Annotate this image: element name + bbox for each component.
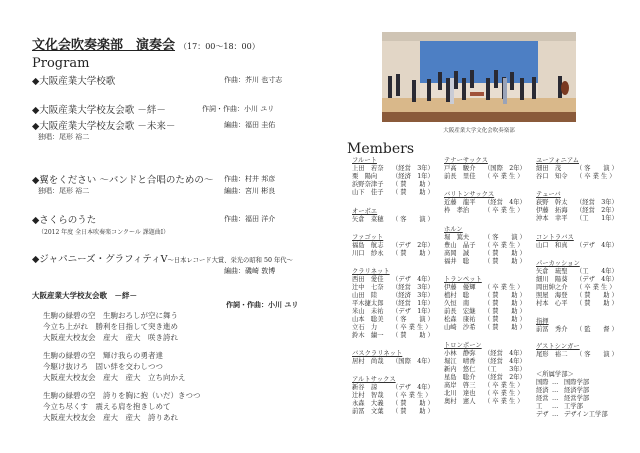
member-name: 谷口 知令 xyxy=(536,173,568,180)
program-item-3-soloist: 独唱：尾形 裕二 xyxy=(38,133,90,141)
legend-sep: … xyxy=(552,395,559,402)
lyrics-credit: 作詞・作曲：小川 ユリ xyxy=(226,300,299,309)
section-euphonium xyxy=(536,157,618,181)
member-dept: （ 賛 助 ） xyxy=(392,332,434,339)
program-item-3-title: ◆大阪産業大学校友会歌 －未来－ xyxy=(32,121,176,132)
member-dept: （工 4年） xyxy=(576,268,618,275)
program-item-6-subtitle: ～日本レコード大賞、栄光の昭和 50 年代～ xyxy=(167,257,293,264)
program-item-6-title xyxy=(32,251,293,265)
section-title: パーカッション xyxy=(536,260,580,267)
section-guest-singer xyxy=(536,343,618,359)
program-item-4-credit: 作曲：村井 邦彦 xyxy=(224,175,276,183)
legend-sep: … xyxy=(552,379,559,386)
member-name: 川口 紗永 xyxy=(352,250,384,257)
member-dept: （経営 4年） xyxy=(484,358,526,365)
member-dept: （ 賛 助 ） xyxy=(576,300,618,307)
legend-abbr: 国際 xyxy=(536,379,549,386)
member-dept: （ 賛 助 ） xyxy=(484,258,526,265)
member-dept: （ 卒 業 生 ） xyxy=(392,324,432,331)
member-dept: （経営 2年） xyxy=(576,207,618,214)
section-contrabass xyxy=(536,234,618,250)
member-name: 浜野奈津子 xyxy=(352,181,384,188)
legend-title: ＜所属学部＞ xyxy=(536,371,574,378)
member-dept: （ 卒 業 生 ） xyxy=(576,173,616,180)
section-title: テューバ xyxy=(536,191,561,198)
member-name: 立石 力 xyxy=(352,324,378,331)
legend-abbr: 工 xyxy=(536,403,543,410)
member-dept: （ 賛 助 ） xyxy=(392,408,434,415)
member-name: 新谷 諒 xyxy=(352,384,378,391)
member-dept: （経済 1年） xyxy=(392,173,434,180)
member-dept: （ 客 演 ） xyxy=(392,316,434,323)
member-dept: （経営 3年） xyxy=(576,199,618,206)
member-name: 前冨 秀介 xyxy=(536,326,568,333)
section-trombone xyxy=(444,342,526,406)
member-dept: （ 賛 助 ） xyxy=(484,316,526,323)
member-dept: （ 卒 業 生 ） xyxy=(576,284,616,291)
member-name: 居村 尚哉 xyxy=(352,358,384,365)
lyrics-line: 大阪産大校友会 産大 産大 立ち向かえ xyxy=(43,373,186,382)
section-title: バスクラリネット xyxy=(352,350,403,357)
member-name: 奥村 憲人 xyxy=(444,398,476,405)
member-name: 矢倉 菜穂 xyxy=(352,216,384,223)
member-name: 前長 里佳 xyxy=(444,173,476,180)
member-name: 福井 聡 xyxy=(444,258,470,265)
legend-sep: … xyxy=(552,411,559,418)
member-dept: （デザ 4年） xyxy=(576,276,618,283)
concert-title xyxy=(32,34,260,53)
member-name: 髙岡 誠 xyxy=(444,250,470,257)
legend-full: 工学部 xyxy=(564,403,583,410)
section-conductor xyxy=(536,318,618,334)
member-dept: （ 賛 助 ） xyxy=(484,292,526,299)
member-name: 栗 陽向 xyxy=(352,173,378,180)
program-heading: Program xyxy=(32,56,90,71)
section-title: フルート xyxy=(352,157,377,164)
member-name: 山口 和真 xyxy=(536,242,568,249)
section-baritone-sax xyxy=(444,191,526,215)
legend-full: 経営学部 xyxy=(564,395,590,402)
section-title: 指揮 xyxy=(536,318,549,325)
program-item-6-main: ◆ジャパニーズ・グラフィティⅤ xyxy=(32,254,168,265)
member-name: 前冨 文葉 xyxy=(352,408,384,415)
section-title: テナーサックス xyxy=(444,157,488,164)
legend-full: デザイン工学部 xyxy=(564,411,608,418)
member-name: 小林 静弥 xyxy=(444,350,476,357)
program-item-4-arranger: 編曲：宮川 彬良 xyxy=(224,187,276,195)
member-dept: （ 客 演 ） xyxy=(576,165,618,172)
member-name: 辻中 七奈 xyxy=(352,284,384,291)
section-title: バリトンサックス xyxy=(444,191,495,198)
member-dept: （経営 2年） xyxy=(484,374,526,381)
legend-abbr: デザ xyxy=(536,411,549,418)
member-dept: （ 卒 業 生 ） xyxy=(484,242,524,249)
member-dept: （経営 4年） xyxy=(484,199,526,206)
legend-full: 経済学部 xyxy=(564,387,590,394)
section-title: ファゴット xyxy=(352,234,384,241)
member-dept: （ 卒 業 生 ） xyxy=(484,398,524,405)
member-name: 細川 陽葵 xyxy=(536,276,568,283)
member-name: 枠 孝治 xyxy=(444,207,470,214)
program-item-2-credit: 作詞・作曲：小川 ユリ xyxy=(202,105,275,113)
member-name: 照屋 海登 xyxy=(536,292,568,299)
time-text: （17：00～18：00） xyxy=(179,42,260,51)
member-dept: （国際 2年） xyxy=(484,165,526,172)
section-title: ユーフォニアム xyxy=(536,157,580,164)
section-title: ホルン xyxy=(444,226,463,233)
lyrics-line: 今駆け抜けろ 固い絆を交わしつつ xyxy=(43,362,163,371)
program-item-2-title: ◆大阪産業大学校友会歌 －絆－ xyxy=(32,105,166,116)
member-name: 山田 陸 xyxy=(352,292,378,299)
program-item-1-credit: 作曲：芥川 也寸志 xyxy=(224,76,283,84)
band-photo xyxy=(382,32,576,122)
lyrics-line: 生駒の緑碧の空 誇りを胸に抱（いだ）きつつ xyxy=(43,391,201,400)
member-name: 山本 聡美 xyxy=(352,316,384,323)
member-name: 伊藤 優輝 xyxy=(444,284,476,291)
member-dept: （ 賛 助 ） xyxy=(484,300,526,307)
program-item-4-soloist: 独唱：尾形 裕二 xyxy=(38,187,90,195)
member-dept: （ 賛 助 ） xyxy=(576,292,618,299)
member-name: 上田 若奈 xyxy=(352,165,384,172)
legend-full: 国際学部 xyxy=(564,379,590,386)
lyrics-line: 生駒の緑碧の空 輝け我らの勇者達 xyxy=(43,351,163,360)
member-dept: （ 賛 助 ） xyxy=(484,308,526,315)
lyrics-line: 今立ち尽くす 震える肩を抱きしめて xyxy=(43,402,171,411)
member-name: 村本 心平 xyxy=(536,300,568,307)
program-item-3-credit: 編曲：福田 圭佑 xyxy=(224,121,276,129)
member-dept: （デザ 2年） xyxy=(392,242,434,249)
section-title: トランペット xyxy=(444,276,482,283)
member-dept: （ 卒 業 生 ） xyxy=(484,284,524,291)
member-dept: （ 卒 業 生 ） xyxy=(484,207,524,214)
member-name: 堀 篤夫 xyxy=(444,234,470,241)
member-dept: （デザ 1年） xyxy=(392,308,434,315)
member-name: 星島 聡介 xyxy=(444,374,476,381)
member-name: 岡田紳之介 xyxy=(536,284,568,291)
member-name: 平木捷太郎 xyxy=(352,300,384,307)
section-bassoon xyxy=(352,234,434,258)
program-item-1-title: ◆大阪産業大学校歌 xyxy=(32,76,116,87)
lyrics-stanza-2 xyxy=(43,350,186,383)
section-title: ゲストシンガー xyxy=(536,343,580,350)
member-name: 北川 達也 xyxy=(444,390,476,397)
section-tenor-sax xyxy=(444,157,526,181)
member-dept: （デザ 4年） xyxy=(392,384,434,391)
member-dept: （ 賛 助 ） xyxy=(392,400,434,407)
member-dept: （ 卒 業 生 ） xyxy=(484,382,524,389)
program-item-5-note: （2012 年度 全日本吹奏楽コンクール 課題曲Ⅰ） xyxy=(38,229,170,236)
member-name: 西田 愛佳 xyxy=(352,276,384,283)
member-name: 沖本 幸平 xyxy=(536,215,568,222)
member-dept: （工 3年） xyxy=(484,366,526,373)
member-dept: （ 賛 助 ） xyxy=(392,189,434,196)
program-item-6-credit: 編曲：磯崎 敦博 xyxy=(224,267,276,275)
member-dept: （ 客 演 ） xyxy=(484,234,526,241)
member-dept: （ 賛 助 ） xyxy=(484,324,526,331)
member-name: 尾形 裕二 xyxy=(536,351,568,358)
member-dept: （デザ 4年） xyxy=(392,276,434,283)
section-oboe xyxy=(352,208,434,224)
section-tuba xyxy=(536,191,618,223)
section-title: トロンボーン xyxy=(444,342,482,349)
lyrics-stanza-3 xyxy=(43,390,201,423)
member-dept: （ 賛 助 ） xyxy=(484,250,526,257)
lyrics-line: 大阪産大校友会 産大 産大 咲き誇れ xyxy=(43,333,178,342)
member-name: 松森 康祐 xyxy=(444,316,476,323)
section-title: クラリネット xyxy=(352,268,390,275)
member-name: 髙岸 啓三 xyxy=(444,382,476,389)
member-dept: （ 賛 助 ） xyxy=(392,181,434,188)
photo-caption: 大阪産業大学文化会吹奏楽部 xyxy=(443,128,515,134)
section-percussion xyxy=(536,260,618,308)
member-name: 伊藤 拓海 xyxy=(536,207,568,214)
lyrics-line: 大阪産大校友会 産大 産大 誇りあれ xyxy=(43,413,178,422)
member-name: 近藤 龍平 xyxy=(444,199,476,206)
member-dept: （デザ 4年） xyxy=(576,242,618,249)
member-dept: （国際 4年） xyxy=(392,358,434,365)
member-name: 永森 大義 xyxy=(352,400,384,407)
section-alto-sax xyxy=(352,376,434,416)
member-dept: （ 卒 業 生 ） xyxy=(484,390,524,397)
member-name: 山下 佳子 xyxy=(352,189,384,196)
member-name: 荻野 幹太 xyxy=(536,199,568,206)
member-name: 戸高 駿介 xyxy=(444,165,476,172)
lyrics-line: 今立ち上がれ 勝利を目指して突き進め xyxy=(43,322,178,331)
members-heading: Members xyxy=(347,141,415,157)
member-name: 矢倉 琉聖 xyxy=(536,268,568,275)
member-name: 山崎 沙希 xyxy=(444,324,476,331)
member-name: 辻村 智哉 xyxy=(352,392,384,399)
member-dept: （経営 4年） xyxy=(484,350,526,357)
section-flute xyxy=(352,157,434,197)
member-name: 福島 航志 xyxy=(352,242,384,249)
member-dept: （ 客 演 ） xyxy=(576,351,618,358)
program-item-4-title: ◆翼をください ～バンドと合唱のための～ xyxy=(32,175,214,186)
legend-sep: … xyxy=(552,403,559,410)
member-dept: （経済 3年） xyxy=(392,292,434,299)
section-horn xyxy=(444,226,526,266)
legend-abbr: 経済 xyxy=(536,387,549,394)
section-title: オーボエ xyxy=(352,208,378,215)
member-name: 前長 宏継 xyxy=(444,308,476,315)
member-name: 米山 未祐 xyxy=(352,308,384,315)
member-dept: （ 卒 業 生 ） xyxy=(392,392,432,399)
member-dept: （ 客 演 ） xyxy=(392,216,434,223)
legend-abbr: 経営 xyxy=(536,395,549,402)
member-name: 豊山 晶子 xyxy=(444,242,476,249)
title-text: 文化会吹奏楽部 演奏会 xyxy=(32,38,176,53)
member-name: 植村 聡 xyxy=(444,292,470,299)
member-dept: （ 監 督 ） xyxy=(576,326,618,333)
section-bass-clarinet xyxy=(352,350,434,366)
member-dept: （工 1年） xyxy=(576,215,618,222)
member-name: 久恒 南 xyxy=(444,300,470,307)
program-item-5-title: ◆さくらのうた xyxy=(32,215,97,226)
faculty-legend xyxy=(536,371,608,419)
member-name: 鈴木 繍一 xyxy=(352,332,384,339)
lyrics-line: 生駒の緑碧の空 生駒おろしが空に舞う xyxy=(43,311,178,320)
member-dept: （ 卒 業 生 ） xyxy=(484,173,524,180)
legend-sep: … xyxy=(552,387,559,394)
section-trumpet xyxy=(444,276,526,332)
member-name: 細田 茂 xyxy=(536,165,562,172)
section-clarinet xyxy=(352,268,434,340)
member-dept: （ 賛 助 ） xyxy=(392,250,434,257)
program-item-5-credit: 作曲：福田 洋介 xyxy=(224,215,276,223)
member-dept: （経営 3年） xyxy=(392,284,434,291)
member-name: 堀江 晴香 xyxy=(444,358,476,365)
section-title: コントラバス xyxy=(536,234,574,241)
member-dept: （経営 1年） xyxy=(392,300,434,307)
lyrics-stanza-1 xyxy=(43,310,178,343)
lyrics-title: 大阪産業大学校友会歌 －絆－ xyxy=(32,291,137,300)
member-dept: （経営 3年） xyxy=(392,165,434,172)
section-title: アルトサックス xyxy=(352,376,396,383)
member-name: 新内 悠仁 xyxy=(444,366,476,373)
